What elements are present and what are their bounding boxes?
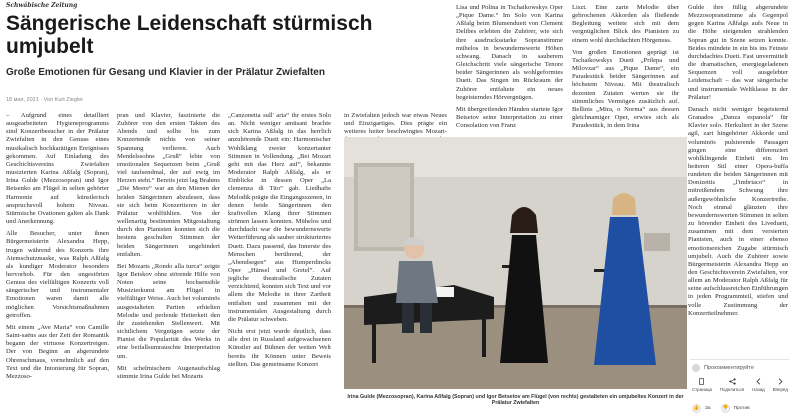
comment-prompt[interactable] (690, 359, 789, 376)
reaction-bar (692, 402, 790, 414)
like-button[interactable] (692, 404, 711, 413)
paragraph: Von großen Emotionen geprägt ist Tschaikowskys Duett „Prilepa und Milovzar“ aus „Pique Dame“, ein Paradestück beider Sängerinnen auf höchstem Niveau. Mit theatralisch dezenten Zutaten werten sie ihr stimmliches Vermögen zusätzlich auf. Bellinis „Mira, o Norma“ aus dessen gleichnamiger Oper, erwies sich als Paradestück, in dem Irina (572, 48, 679, 130)
concert-photo (344, 137, 687, 389)
column-6 (572, 4, 679, 134)
column-5 (456, 4, 563, 134)
avatar (692, 364, 700, 372)
comment-label: Прокомментируйте (704, 365, 755, 371)
back-button[interactable] (752, 378, 765, 392)
paragraph: „Canzonetta sull' aria“ ihr erstes Solo an. Nicht weniger amüsant brachte sich Karina Aßfalg in das herrlich anzuhörende Duett ein: Harmonischer Wohlklang zweier konzertanter Stimmen in Vollendung. „Bei Mozart geht mit das Herz auf“, bekannte Moderator Ralph Aßfalg, als er Einblicke in dessen Oper „La clemenza di Tito“ gab. Liedhafte Melodik prägte die Eingangsszenen, in denen beide Sängerinnen den kraftvollen Klang ihrer Stimmen strömen lassen konnten. Mühelos und durchdacht war die bewundernswerte Weiterführung als sauber strukturiertes Duett. Dazu passend, das Innerste des Menschen berührend, der „Abendsegen“ aus Humperdincks Oper „Hänsel und Gretel“. Auf jegliche theatralische Zutaten verzichtend, konnten sich Text und vor allem die Melodie in ihrer Zartheit entfalten und zusammen mit der instrumentalen Ausgestaltung durch die Prälatur schweben. (228, 112, 331, 323)
dislike-button[interactable] (721, 404, 750, 413)
page-button[interactable] (692, 378, 712, 392)
masthead-logo: Schwäbische Zeitung (6, 2, 78, 9)
paragraph: Lisa und Polina in Tschaikowskys Oper „Pique Dame.“ Im Solo von Karina Aßfalg beim Blumenduett von Clement Delibes erlebten die Zuhörer, wie sich ihre ausdrucksstarke Sopranstimme mühelos in bewundernswerte Höhen schwang. Danach in sauberem Gleichschritt viele sängerische Tenore beider Sängerinnen als wohlgeformtes Duett. Das Singen im Rückraum der Zuhörer entfaltete ein neues begeisterndes Hörvergnügen. (456, 4, 563, 101)
page-label: Страница (692, 387, 712, 392)
thumbs-down-icon: 👎 (721, 405, 729, 411)
bottom-toolbar (688, 378, 792, 400)
article-byline: 18 мая, 2021 · Von Kurt Ziegler (6, 97, 84, 103)
article-subtitle: Große Emotionen für Gesang und Klavier in der Prälatur Zwiefalten (6, 67, 325, 78)
paragraph: Alle Besucher, unter ihnen Bürgermeisterin Alexandra Hepp, trugen während des Konzerts ihre Atemschutzmaske, was Ralph Aßfalg als kundiger Moderator besonders hervorhob. Für den ungestörten Genuss des vielfältigen Konzerts voll sängerischer und instrumentaler Emotionen waren damit alle möglichen Vorsichtsmaßnahmen getroffen. (6, 230, 109, 319)
photo-caption: Irina Gulde (Mezzosopran), Karina Aßfalg (Sopran) und Igor Betsetov am Flügel (von rechts) gestalteten ein umjubeltes Konzert in der Prälatur Zwiefalten (347, 394, 684, 407)
back-icon (755, 378, 762, 385)
share-button[interactable] (720, 378, 744, 392)
forward-button[interactable] (773, 378, 788, 392)
thumbs-up-icon: 👍 (693, 405, 700, 411)
column-3 (228, 112, 331, 418)
paragraph: – Aufgrund eines detailliert ausgearbeiteten Hygieneprogramms sind Konzertbesucher in der Prälatur Zwiefalten in den Genuss eines musikalisch hochkarätigen Ereignisses gekommen. Auf Einladung des Geschichtsvereins Zwiefalten musizierten Karina Aßfalg (Sopran), Irina Gulde (Mezzosopran) und Igor Betsenko am Flügel in selten gehörter Harmonie auf künstlerisch anspruchsvoll hohem Niveau. Stürmische Ovationen galten als Dank und Anerkennung. (6, 112, 109, 226)
paragraph: Mit einem „Ave Maria“ von Camille Saint-saëns aus der Zeit der Romantik begann der virtuose Konzertreigen. Der von Beginn an abgerundete Ohrenschmaus, vornehmlich auf den Text und die Intonierung für Sopran, Mezzoso- (6, 323, 109, 380)
paragraph: Gulde ihre füllig abgerundete Mezzosopranstimme als Gegenpol gegen Karina Aßfalgs aufs Neue in die Höhe steigenden strahlenden Sopran gut in Szene setzen konnte. Beides mündete in ein bis ins Feinste durchdachtes Duett. Fast unvermittelt die dramatischen, energiegeladenen Sequenzen voll ausgelebter Leidenschaft – das war sängerische und instrumentale Weltklasse in der Prälatur! (688, 4, 788, 101)
paragraph: Mit übergreifenden Händen startete Igor Betsetov seine Interpretation zu einer Consolation von Franz (456, 105, 563, 130)
column-1 (6, 112, 109, 418)
column-7 (688, 4, 788, 354)
article-title: Sängerische Leidenschaft stürmisch umjubelt (6, 12, 373, 58)
like-label: За (705, 405, 711, 411)
column-4 (344, 112, 447, 137)
share-label: Поделиться (719, 387, 745, 392)
forward-icon (777, 378, 784, 385)
share-icon (729, 378, 736, 385)
paragraph: in Zwiefalten jedoch war etwas Neues und Einzigartiges. Dies prägte ein weiteres heiter beschwingtes Mozart- (344, 112, 447, 136)
paragraph: Danach nicht weniger begeisternd Granados „Danza espanola“ für Klavier solo. Herkuliert in der Szene agil, zart hingehörter Akkorde und voluminös pulsierende Passagen gingen eine differenziert wohlklingende Einheit ein. Im heiteren Stil einer Opera-buffa rundeten die beiden Sängerinnen mit Donizettis „l'imbriaco“ in mitreißendem Schwung ihre außergewöhnliche Konzertreihe. Noch einmal glänzten ihre bewundernswerten Stimmen in selten zu hörender Einheit des Liveduett, zusammen mit dem versierten Pianisten, auch in einer ebenso emotionsreichen Zugabe stürmisch umjubelt. Auch die Zuhörer sowie Bürgermeisterin Alexandra Hepp an den Geschichtsverein Zwiefalten, vor allem an Moderator Ralph Aßfalg für seine aufschlussreichen Einführungen in jeden Programmteil, stiefen und volle Zustimmung der Konzertteilnehmer. (688, 105, 788, 317)
column-2 (117, 112, 220, 418)
back-label: Назад (752, 387, 765, 392)
forward-label: Вперёд (772, 387, 788, 392)
page-icon (698, 378, 705, 385)
dislike-label: Против (733, 405, 750, 411)
paragraph: pran und Klavier, faszinierte die Zuhörer von den ersten Takten des Abends und sollte bis zum Konzertende nichts von seiner Spannung verlieren. Auch Mendelssohns „Gruß“ lebte von emotionalen Sequenzen beim „Gruß viel taufsendmal, der auf ewig im Herzen steht.“ Bereits jetzt lag Brahms „Die Meere“ war an den Mienen der beiden Sängerinnen abzulesen, dass sie sich beim Konzertieren in der Prälatur wohlfühlten. Von der wellenartig bestimmten Mitgestaltung durch den Pianisten konnten sich die bestens geschulten Stimmen der beiden Sängerinnen ungehindert entfalten. (117, 112, 220, 258)
paragraph: Bei Mozarts „Rondo alla turca“ zeigte Igor Betskov ohne störende Hilfe von Noten seine hochsensible Musizierkunst am Flügel in vielfältiger Weise. Auch bei voluminös ausgestalteten Partien erhielten Melodie und perlende Heiterkeit den ihr zustehenden Stellenwert. Mit sichtlichem Vergnügen setzte der Pianist die Popularität des Werks in eine beifallsumrauschte Interpretation um. (117, 262, 220, 360)
paragraph: Liszt. Eine zarte Melodie über gebrochenen Akkorden als fließende Begleitung weitete sich mit dem vergnüglichen Blick des Pianisten zu einem wohl durchdachten Hörgenuss. (572, 4, 679, 44)
paragraph: Mit schelmischem Augenaufschlag stimmte Irina Gulde bei Mozarts (117, 364, 220, 380)
paragraph: Nicht erst jetzt wurde deutlich, dass alle drei in Russland aufgewachsenen Künstler auf Bühnen der weiten Welt bereits ihr Können unter Beweis stellten. Das gemeinsame Konzert (228, 328, 331, 368)
